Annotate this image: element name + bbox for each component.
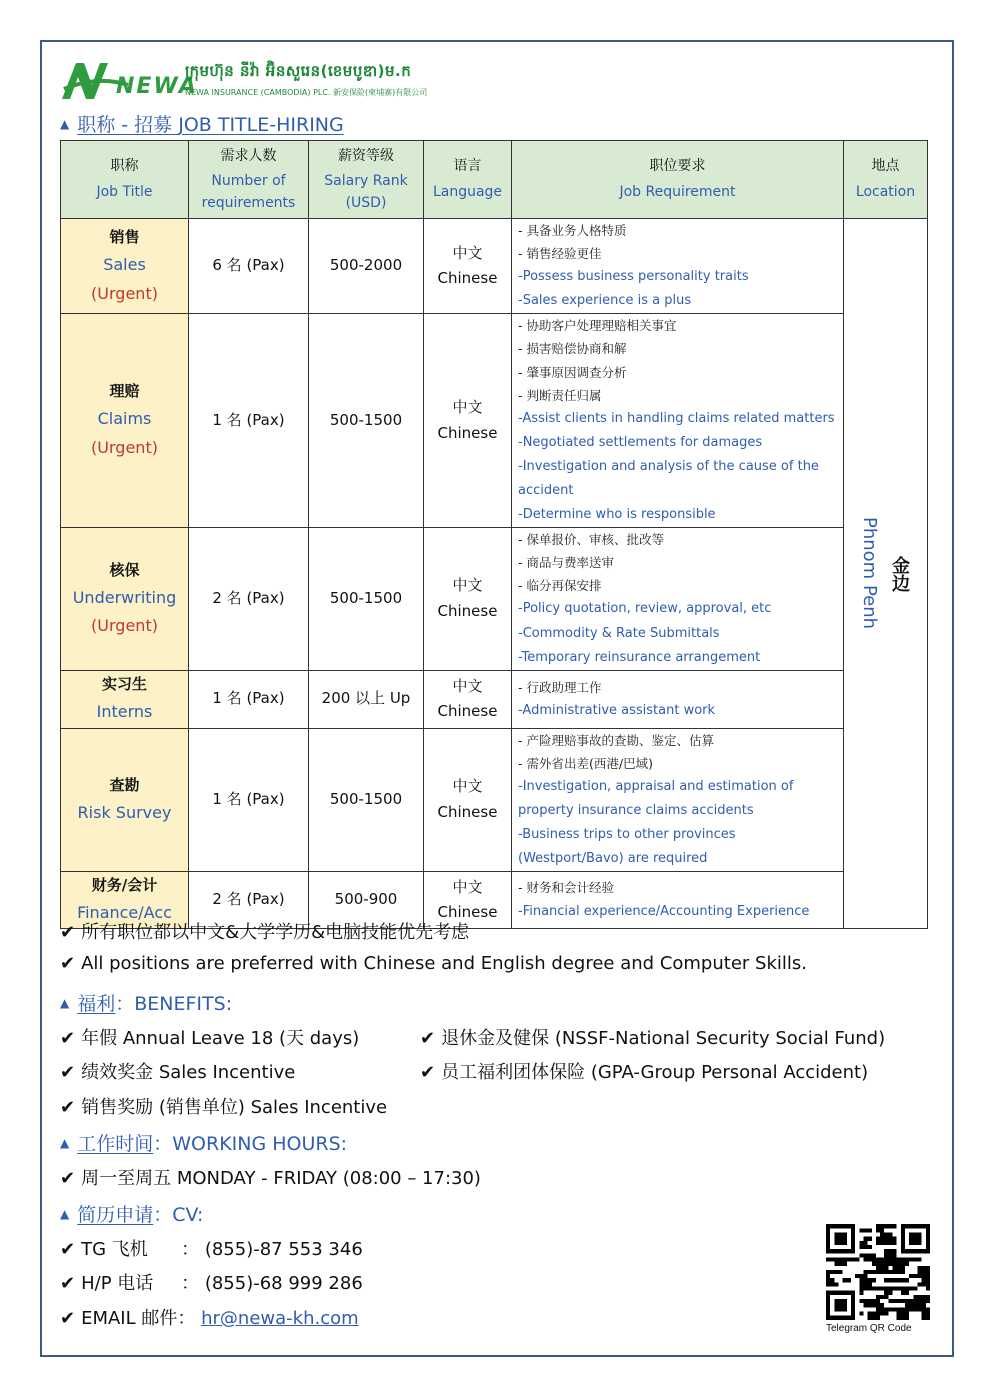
requirement-item: -Financial experience/Accounting Experience	[518, 903, 810, 919]
location-cell	[844, 219, 928, 929]
job-title-en: Claims	[97, 409, 152, 429]
requirement-item: -Temporary reinsurance arrangement	[518, 649, 761, 665]
benefit-nssf: ✔ 退休金及健保 (NSSF-National Security Social Fund)	[420, 1028, 886, 1049]
company-name-en: NEWA INSURANCE (CAMBODIA) PLC. 新安保险(柬埔寨)有限公司	[185, 88, 428, 97]
job-row	[61, 219, 928, 314]
job-title-cell	[61, 728, 189, 871]
telegram-qr-code[interactable]	[826, 1224, 930, 1320]
check-icon: ✔	[60, 1239, 76, 1260]
job-title-zh: 理赔	[109, 382, 140, 401]
requirement-item: - 销售经验更佳	[518, 246, 602, 262]
header-salary: 薪资等级 Salary Rank (USD)	[309, 141, 424, 219]
requirement-item: - 临分再保安排	[518, 578, 602, 594]
check-icon: ✔	[420, 1028, 436, 1049]
check-icon: ✔	[60, 922, 76, 943]
benefit-performance-bonus: ✔ 绩效奖金 Sales Incentive	[60, 1062, 296, 1083]
benefit-gpa: ✔ 员工福利团体保险 (GPA-Group Personal Accident)	[420, 1062, 869, 1083]
note-chinese: ✔ 所有职位都以中文&大学学历&电脑技能优先考虑	[60, 922, 470, 943]
requirement-item: -Administrative assistant work	[518, 702, 716, 718]
requirement-item: - 行政助理工作	[518, 679, 602, 695]
job-title-cell	[61, 219, 189, 314]
job-salary: 500-900	[309, 872, 424, 929]
job-title-zh: 销售	[109, 227, 140, 246]
requirement-item: -Investigation and analysis of the cause of the accident	[518, 458, 819, 498]
hours-line: ✔ 周一至周五 MONDAY - FRIDAY (08:00 – 17:30)	[60, 1168, 481, 1189]
header-language: 语言 Language	[424, 141, 512, 219]
check-icon: ✔	[60, 1273, 76, 1294]
job-count: 6 名 (Pax)	[189, 219, 309, 314]
note-english: ✔ All positions are preferred with Chinese and English degree and Computer Skills.	[60, 953, 807, 974]
requirement-item: - 保单报价、审核、批改等	[518, 532, 664, 548]
check-icon: ✔	[60, 1097, 76, 1118]
job-salary: 200 以上 Up	[309, 670, 424, 728]
job-row	[61, 314, 928, 528]
job-title-en: Finance/Acc	[77, 903, 172, 923]
job-language: 中文 Chinese	[424, 728, 512, 871]
requirement-item: - 需外省出差(西港/巴域)	[518, 755, 653, 771]
requirement-item: - 产险理赔事故的查勘、鉴定、估算	[518, 732, 714, 748]
hours-heading: ▲ 工作时间：WORKING HOURS:	[60, 1133, 348, 1155]
check-icon: ✔	[60, 1062, 76, 1083]
job-title-en: Sales	[103, 254, 146, 274]
job-language: 中文 Chinese	[424, 219, 512, 314]
job-language: 中文 Chinese	[424, 670, 512, 728]
requirement-item: - 损害赔偿协商和解	[518, 341, 627, 357]
requirement-item: - 协助客户处理理赔相关事宜	[518, 318, 677, 334]
job-heading-en: JOB TITLE-HIRING	[178, 114, 344, 136]
check-icon: ✔	[60, 953, 76, 974]
job-title-cell	[61, 314, 189, 528]
job-row	[61, 670, 928, 728]
benefits-heading: ▲ 福利：BENEFITS:	[60, 993, 233, 1015]
urgent-badge: (Urgent)	[91, 438, 158, 458]
requirement-item: -Commodity & Rate Submittals	[518, 625, 720, 641]
company-name	[185, 62, 427, 98]
header-location: 地点 Location	[844, 141, 928, 219]
jobs-table	[60, 140, 928, 929]
job-title-zh: 查勘	[109, 775, 140, 794]
header-number: 需求人数 Number of requirements	[189, 141, 309, 219]
job-language: 中文 Chinese	[424, 528, 512, 671]
logo-word: NEWA	[116, 74, 198, 99]
cv-email: ✔ EMAIL 邮件： hr@newa-kh.com	[60, 1308, 359, 1329]
job-row	[61, 528, 928, 671]
company-name-km: ក្រុមហ៊ុន នីវ៉ា អ៊ិនសួរេន(ខេមបូឌា)ម.ក	[185, 62, 412, 80]
requirement-item: -Investigation, appraisal and estimation of property insurance claims accidents	[518, 778, 794, 818]
job-title-en: Interns	[96, 702, 153, 722]
job-heading-zh: 职称 - 招募	[77, 114, 173, 136]
benefit-sales-reward: ✔ 销售奖励 (销售单位) Sales Incentive	[60, 1097, 388, 1118]
cv-phone: ✔ H/P 电话 ： (855)-68 999 286	[60, 1273, 363, 1294]
job-title-en: Risk Survey	[77, 802, 172, 822]
header-requirement: 职位要求 Job Requirement	[512, 141, 844, 219]
cv-telegram: ✔ TG 飞机 ： (855)-87 553 346	[60, 1239, 363, 1260]
job-salary: 500-1500	[309, 528, 424, 671]
job-title-zh: 核保	[109, 560, 140, 579]
job-salary: 500-1500	[309, 728, 424, 871]
cv-heading: ▲ 简历申请：CV:	[60, 1204, 204, 1226]
job-count: 1 名 (Pax)	[189, 670, 309, 728]
job-requirements	[512, 528, 844, 671]
job-requirements	[512, 314, 844, 528]
requirement-item: - 财务和会计经验	[518, 880, 614, 896]
benefit-annual-leave: ✔ 年假 Annual Leave 18 (天 days)	[60, 1028, 360, 1049]
check-icon: ✔	[60, 1168, 76, 1189]
job-salary: 500-2000	[309, 219, 424, 314]
requirement-item: - 肇事原因调查分析	[518, 364, 627, 380]
check-icon: ✔	[60, 1028, 76, 1049]
job-count: 2 名 (Pax)	[189, 872, 309, 929]
triangle-icon: ▲	[60, 1206, 70, 1221]
requirement-item: -Policy quotation, review, approval, etc	[518, 601, 772, 617]
requirement-item: -Negotiated settlements for damages	[518, 434, 763, 450]
job-language: 中文 Chinese	[424, 872, 512, 929]
job-count: 1 名 (Pax)	[189, 314, 309, 528]
requirement-item: - 判断责任归属	[518, 387, 602, 403]
job-title-cell	[61, 670, 189, 728]
check-icon: ✔	[60, 1308, 76, 1329]
requirement-item: -Sales experience is a plus	[518, 293, 692, 309]
job-salary: 500-1500	[309, 314, 424, 528]
job-row	[61, 728, 928, 871]
job-title-en: Underwriting	[72, 587, 177, 607]
triangle-icon: ▲	[60, 1135, 70, 1150]
requirement-item: - 商品与费率送审	[518, 555, 614, 571]
urgent-badge: (Urgent)	[91, 283, 158, 303]
job-title-cell	[61, 528, 189, 671]
requirement-item: -Determine who is responsible	[518, 507, 716, 523]
triangle-icon: ▲	[60, 116, 70, 131]
job-count: 1 名 (Pax)	[189, 728, 309, 871]
email-link[interactable]: hr@newa-kh.com	[201, 1308, 359, 1329]
urgent-badge: (Urgent)	[91, 616, 158, 636]
requirement-item: -Assist clients in handling claims related matters	[518, 410, 835, 426]
job-requirements	[512, 219, 844, 314]
qr-caption: Telegram QR Code	[826, 1323, 912, 1334]
requirement-item: - 具备业务人格特质	[518, 223, 627, 238]
requirement-item: -Business trips to other provinces (Westport/Bavo) are required	[518, 826, 736, 866]
job-language: 中文 Chinese	[424, 314, 512, 528]
location-zh: 金边	[889, 555, 910, 592]
job-count: 2 名 (Pax)	[189, 528, 309, 671]
job-title-zh: 实习生	[101, 675, 147, 694]
check-icon: ✔	[420, 1062, 436, 1083]
location-en: Phnom Penh	[859, 517, 880, 630]
requirement-item: -Possess business personality traits	[518, 269, 749, 285]
job-requirements	[512, 728, 844, 871]
job-section-heading	[60, 110, 344, 137]
job-requirements	[512, 670, 844, 728]
job-requirements	[512, 872, 844, 929]
job-title-zh: 财务/会计	[91, 876, 158, 895]
triangle-icon: ▲	[60, 995, 70, 1010]
header-job-title: 职称 Job Title	[61, 141, 189, 219]
